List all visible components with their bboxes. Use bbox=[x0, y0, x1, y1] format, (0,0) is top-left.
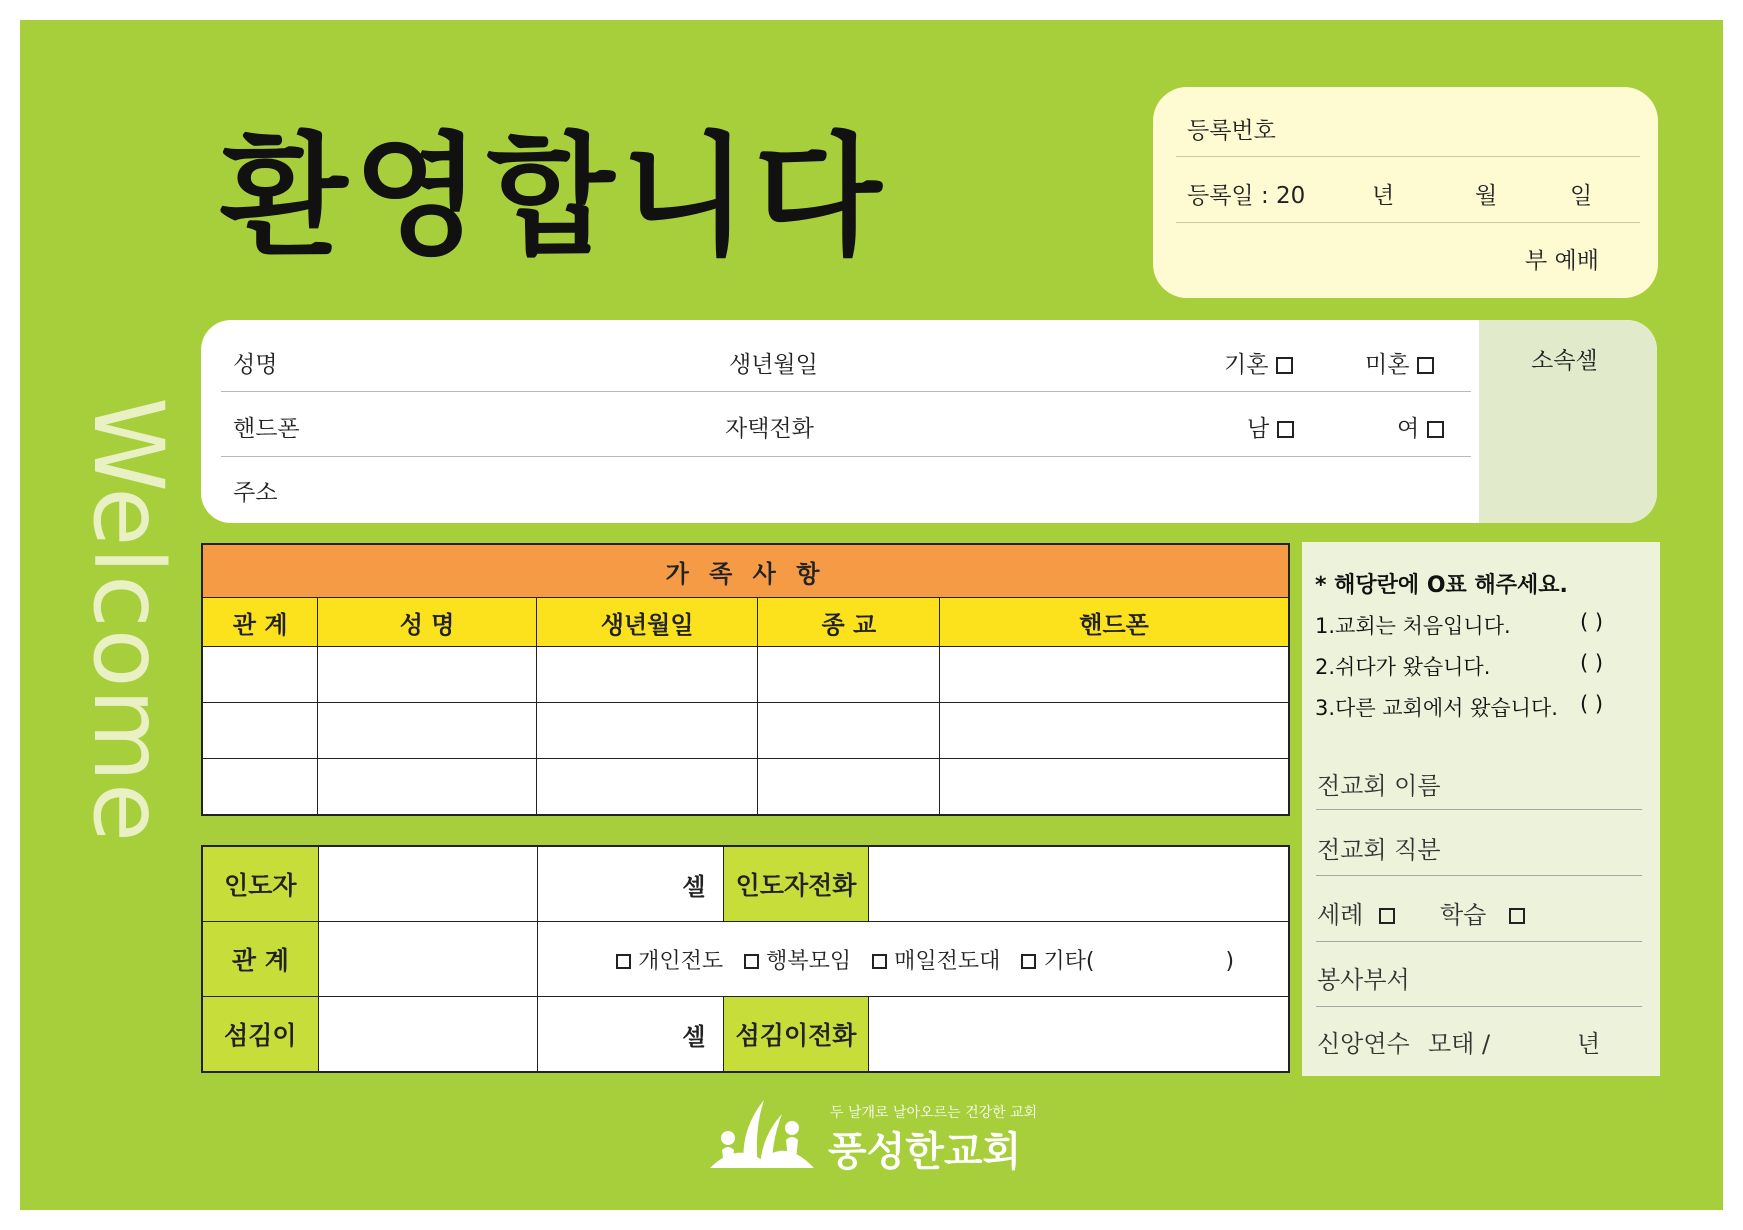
divider bbox=[1176, 156, 1640, 157]
relation-field[interactable] bbox=[318, 922, 537, 997]
table-cell[interactable] bbox=[202, 647, 318, 703]
married-label: 기혼 bbox=[1224, 346, 1293, 379]
divider bbox=[1316, 1006, 1642, 1007]
relation-label: 관 계 bbox=[202, 922, 318, 997]
instruction-text: * 해당란에 O표 해주세요. bbox=[1315, 573, 1568, 598]
table-cell[interactable] bbox=[758, 703, 940, 759]
table-cell[interactable] bbox=[536, 759, 758, 816]
home-phone-label: 자택전화 bbox=[725, 416, 814, 442]
phone-label: 핸드폰 bbox=[233, 416, 300, 442]
guide-phone-label: 인도자전화 bbox=[724, 846, 868, 922]
servant-phone-label: 섬김이전화 bbox=[724, 997, 868, 1073]
prev-church-label: 전교회 이름 bbox=[1317, 772, 1441, 800]
church-emblem-icon bbox=[706, 1090, 818, 1180]
female-checkbox[interactable] bbox=[1427, 421, 1444, 438]
male-label: 남 bbox=[1247, 410, 1294, 443]
option-checkbox[interactable] bbox=[744, 954, 759, 969]
table-row bbox=[202, 703, 1289, 759]
option-close: ) bbox=[1225, 948, 1235, 974]
divider bbox=[1316, 809, 1642, 810]
option-label: 행복모임 bbox=[766, 948, 852, 974]
registration-date-label: 등록일 : 20 bbox=[1187, 183, 1306, 209]
divider bbox=[221, 391, 1471, 392]
church-slogan: 두 날개로 날아오르는 건강한 교회 bbox=[830, 1105, 1038, 1121]
table-cell[interactable] bbox=[940, 759, 1289, 816]
option-label: 개인전도 bbox=[638, 948, 724, 974]
study-label: 학습 bbox=[1440, 895, 1525, 930]
servant-label: 섬김이 bbox=[202, 997, 318, 1073]
male-checkbox[interactable] bbox=[1277, 421, 1294, 438]
cell-label: 셀 bbox=[538, 846, 724, 922]
name-label: 성명 bbox=[233, 352, 278, 378]
registration-number-label: 등록번호 bbox=[1187, 118, 1276, 144]
table-cell[interactable] bbox=[318, 703, 537, 759]
option-label: 매일전도대 bbox=[894, 948, 1001, 974]
column-header: 관 계 bbox=[202, 598, 318, 647]
table-cell[interactable] bbox=[758, 647, 940, 703]
address-label: 주소 bbox=[233, 480, 278, 506]
month-label: 월 bbox=[1475, 183, 1498, 209]
guide-label: 인도자 bbox=[202, 846, 318, 922]
married-checkbox[interactable] bbox=[1276, 357, 1293, 374]
option-checkbox[interactable] bbox=[1021, 954, 1036, 969]
day-label: 일 bbox=[1570, 183, 1593, 209]
column-header: 성 명 bbox=[318, 598, 537, 647]
service-dept-label: 봉사부서 bbox=[1317, 966, 1410, 994]
route-options bbox=[538, 922, 1289, 997]
table-cell[interactable] bbox=[318, 759, 537, 816]
option-item: 1.교회는 처음입니다. bbox=[1315, 614, 1511, 638]
faith-year-unit: 년 bbox=[1577, 1030, 1601, 1058]
faith-from-label: 모태 / bbox=[1428, 1030, 1491, 1058]
divider bbox=[221, 456, 1471, 457]
guide-phone-field[interactable] bbox=[868, 846, 1289, 922]
side-panel bbox=[1302, 542, 1660, 1076]
option-item: 3.다른 교회에서 왔습니다. bbox=[1315, 696, 1558, 720]
divider bbox=[1176, 222, 1640, 223]
option-paren[interactable]: ( ) bbox=[1580, 610, 1604, 634]
single-label: 미혼 bbox=[1365, 346, 1434, 379]
cell-label: 셀 bbox=[538, 997, 724, 1073]
servant-phone-field[interactable] bbox=[868, 997, 1289, 1073]
option-paren[interactable]: ( ) bbox=[1580, 692, 1604, 716]
table-cell[interactable] bbox=[758, 759, 940, 816]
cell-label: 소속셀 bbox=[1531, 348, 1598, 374]
column-header: 생년월일 bbox=[536, 598, 758, 647]
column-header: 종 교 bbox=[758, 598, 940, 647]
prev-role-label: 전교회 직분 bbox=[1317, 836, 1441, 864]
family-title: 가 족 사 항 bbox=[202, 544, 1289, 598]
birth-label: 생년월일 bbox=[729, 352, 818, 378]
study-checkbox[interactable] bbox=[1509, 908, 1525, 924]
baptism-checkbox[interactable] bbox=[1379, 908, 1395, 924]
service-label: 부 예배 bbox=[1525, 248, 1599, 274]
single-checkbox[interactable] bbox=[1417, 357, 1434, 374]
divider bbox=[1316, 875, 1642, 876]
guide-field[interactable] bbox=[318, 846, 537, 922]
servant-field[interactable] bbox=[318, 997, 537, 1073]
option-item: 2.쉬다가 왔습니다. bbox=[1315, 655, 1491, 679]
table-cell[interactable] bbox=[318, 647, 537, 703]
welcome-watermark: Welcome bbox=[72, 396, 184, 844]
family-table bbox=[201, 543, 1290, 816]
column-header: 핸드폰 bbox=[940, 598, 1289, 647]
option-label: 기타( bbox=[1043, 948, 1095, 974]
faith-years-label: 신앙연수 bbox=[1317, 1030, 1410, 1058]
church-logo bbox=[706, 1090, 1046, 1180]
table-cell[interactable] bbox=[536, 703, 758, 759]
option-checkbox[interactable] bbox=[616, 954, 631, 969]
table-cell[interactable] bbox=[202, 759, 318, 816]
female-label: 여 bbox=[1397, 410, 1444, 443]
table-row bbox=[202, 647, 1289, 703]
table-cell[interactable] bbox=[940, 647, 1289, 703]
year-label: 년 bbox=[1372, 183, 1395, 209]
table-cell[interactable] bbox=[202, 703, 318, 759]
page-title: 환영합니다 bbox=[220, 119, 888, 274]
option-paren[interactable]: ( ) bbox=[1580, 651, 1604, 675]
leader-table bbox=[201, 845, 1290, 1073]
table-cell[interactable] bbox=[940, 703, 1289, 759]
table-cell[interactable] bbox=[536, 647, 758, 703]
registration-box bbox=[1153, 87, 1658, 298]
baptism-label: 세례 bbox=[1317, 895, 1395, 930]
personal-info-box bbox=[201, 320, 1657, 523]
divider bbox=[1316, 941, 1642, 942]
table-row bbox=[202, 759, 1289, 816]
option-checkbox[interactable] bbox=[872, 954, 887, 969]
church-name: 풍성한교회 bbox=[828, 1129, 1022, 1175]
